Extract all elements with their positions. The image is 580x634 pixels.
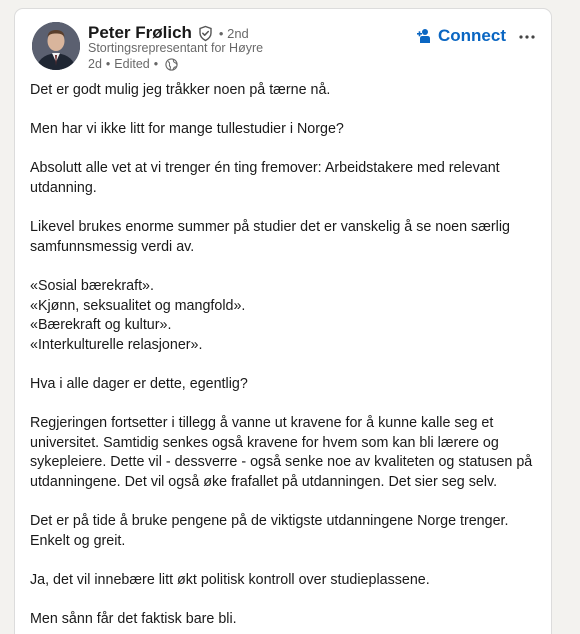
post-body <box>30 81 546 634</box>
meta-separator: • <box>105 57 111 71</box>
meta-separator: • <box>153 57 159 71</box>
ellipsis-icon <box>518 34 536 40</box>
post-line: Regjeringen fortsetter i tillegg å vanne ut kravene for å kunne kalle seg et <box>30 415 494 432</box>
shield-check-icon <box>197 25 214 42</box>
post-line: Men har vi ikke litt for mange tullestudier i Norge? <box>30 121 344 138</box>
post-line: universitet. Samtidig senkes også kravene for hvem som kan bli lærere og <box>30 434 499 451</box>
post-line: Men sånn får det faktisk bare bli. <box>30 611 237 628</box>
post-line: Hva i alle dager er dette, egentlig? <box>30 375 248 392</box>
post-line: «Interkulturelle relasjoner». <box>30 336 203 353</box>
post-line: Det er på tide å bruke pengene på de viktigste utdanningene Norge trenger. <box>30 513 509 530</box>
post-line: utdanning. <box>30 179 97 196</box>
post-paragraph <box>30 571 546 591</box>
post-time: 2d <box>88 57 102 71</box>
post-line: Det er godt mulig jeg tråkker noen på tærne nå. <box>30 82 331 98</box>
edited-label: Edited <box>114 57 150 71</box>
post-card <box>14 8 552 634</box>
post-line: sykepleiere. Dette vil - dessverre - også senke noe av kvaliteten og statusen på <box>30 454 533 471</box>
post-paragraph <box>30 414 546 492</box>
post-paragraph <box>30 120 546 140</box>
post-paragraph <box>30 277 546 355</box>
post-meta <box>88 57 178 71</box>
post-paragraph <box>30 81 546 101</box>
post-paragraph <box>30 218 546 257</box>
add-user-icon <box>417 28 433 44</box>
author-name[interactable]: Peter Frølich <box>88 23 192 42</box>
post-line: Enkelt og greit. <box>30 532 126 549</box>
post-line: utdanningene. Det vil også øke frafallet på utdanningen. Det sier seg selv. <box>30 473 498 490</box>
post-header <box>15 9 551 75</box>
post-line: Ja, det vil innebære litt økt politisk kontroll over studieplassene. <box>30 571 430 588</box>
post-paragraph <box>30 375 546 395</box>
post-line: Absolutt alle vet at vi trenger én ting fremover: Arbeidstakere med relevant <box>30 160 500 177</box>
post-line: «Sosial bærekraft». <box>30 277 154 294</box>
post-line: samfunnsmessig verdi av. <box>30 238 195 255</box>
connection-degree: • 2nd <box>218 25 249 41</box>
post-paragraph <box>30 159 546 198</box>
more-options-button[interactable] <box>515 22 539 50</box>
author-headline: Stortingsrepresentant for Høyre <box>88 41 264 55</box>
connect-label: Connect <box>438 26 506 45</box>
post-paragraph <box>30 512 546 551</box>
post-line: Likevel brukes enorme summer på studier det er vanskelig å se noen særlig <box>30 219 510 236</box>
more-options-icon <box>518 27 536 45</box>
globe-icon <box>165 58 178 71</box>
post-line: «Kjønn, seksualitet og mangfold». <box>30 297 246 314</box>
connect-button[interactable] <box>417 22 506 50</box>
avatar[interactable] <box>32 22 80 70</box>
avatar-portrait-icon <box>32 22 80 70</box>
post-paragraph <box>30 610 546 630</box>
post-line: «Bærekraft og kultur». <box>30 317 172 334</box>
